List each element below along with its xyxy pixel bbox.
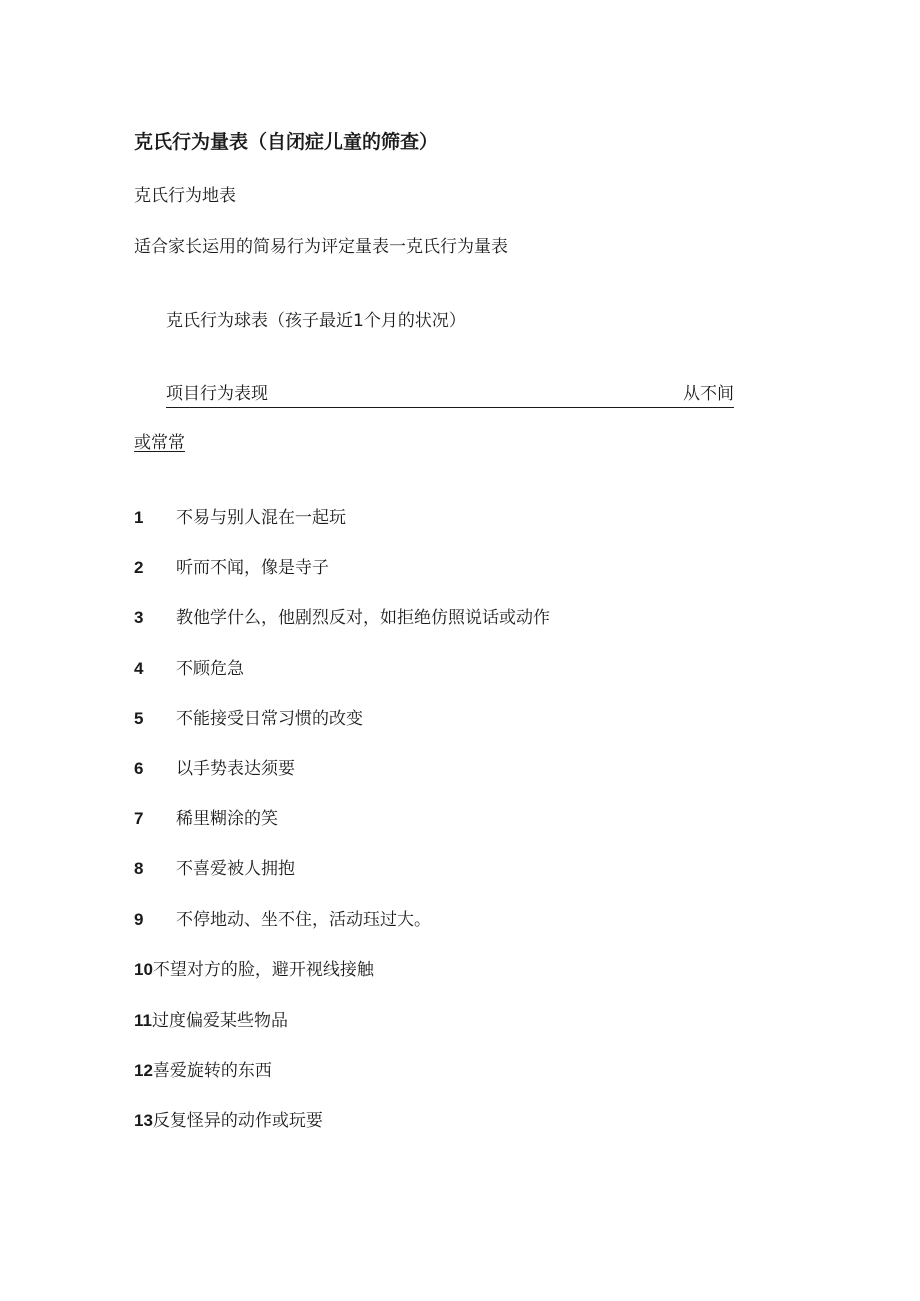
item-number: 7 <box>134 809 144 828</box>
item-number: 1 <box>134 508 144 527</box>
list-item <box>134 1060 272 1084</box>
item-text: 过度偏爱某些物品 <box>151 1011 288 1031</box>
item-text: 不喜爱被人拥抱 <box>176 859 295 879</box>
item-number: 11 <box>134 1011 152 1030</box>
item-number: 4 <box>134 659 144 678</box>
item-text: 不能接受日常习惯的改变 <box>176 709 363 729</box>
item-number: 2 <box>134 558 144 577</box>
list-item <box>134 708 363 732</box>
table-header-right: 从不间 <box>683 384 734 404</box>
item-text: 不顾危急 <box>176 659 244 679</box>
list-item <box>134 808 278 832</box>
list-item <box>134 507 346 531</box>
item-number: 13 <box>134 1111 153 1130</box>
item-number: 9 <box>134 910 144 929</box>
item-number: 10 <box>134 960 153 979</box>
intro-paragraph: 适合家长运用的简易行为评定量表一克氏行为量表 <box>134 237 508 257</box>
item-text: 不望对方的脸，避开视线接触 <box>152 960 374 980</box>
item-text: 教他学什么，他剧烈反对，如拒绝仿照说话或动作 <box>176 608 550 628</box>
document-title: 克氏行为量表（自闭症儿童的筛查） <box>134 131 439 153</box>
document-subtitle: 克氏行为地表 <box>134 186 236 206</box>
table-header-left: 项目行为表现 <box>166 384 268 404</box>
list-item <box>134 858 295 882</box>
list-item <box>134 909 431 933</box>
item-text: 听而不闻，像是寺子 <box>176 558 329 578</box>
list-item <box>134 1110 323 1134</box>
item-text: 反复怪异的动作或玩要 <box>152 1111 323 1131</box>
table-header-continuation: 或常常 <box>134 433 185 453</box>
list-item <box>134 1010 288 1034</box>
scale-heading: 克氏行为球表（孩子最近1个月的状况） <box>166 311 466 331</box>
item-text: 以手势表达须要 <box>176 759 295 779</box>
list-item <box>134 658 244 682</box>
item-number: 12 <box>134 1061 153 1080</box>
item-number: 8 <box>134 859 144 878</box>
list-item <box>134 959 374 983</box>
list-item <box>134 758 295 782</box>
item-text: 不停地动、坐不住，活动珏过大。 <box>176 910 431 930</box>
item-number: 6 <box>134 759 144 778</box>
list-item <box>134 607 550 631</box>
item-text: 不易与别人混在一起玩 <box>176 508 346 528</box>
list-item <box>134 557 329 581</box>
item-number: 3 <box>134 608 144 627</box>
item-text: 稀里糊涂的笑 <box>176 809 278 829</box>
table-header-row <box>166 383 734 408</box>
item-text: 喜爱旋转的东西 <box>152 1061 272 1081</box>
item-number: 5 <box>134 709 144 728</box>
